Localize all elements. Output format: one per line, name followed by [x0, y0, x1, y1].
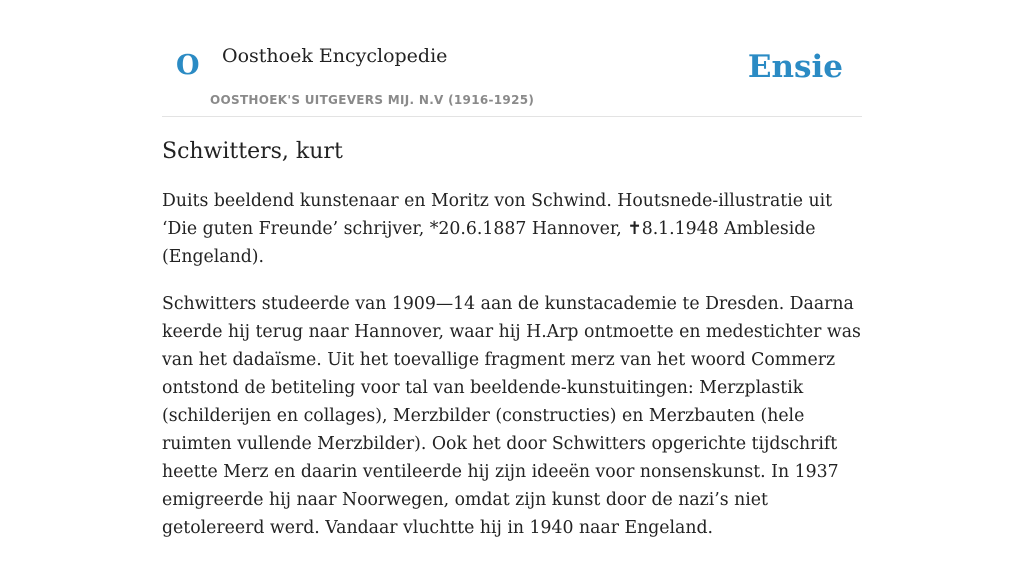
- site-header: [162, 0, 862, 117]
- ensie-logo[interactable]: Ensie: [747, 49, 843, 85]
- article-paragraph: Duits beeldend kunstenaar en Moritz von Schwind. Houtsnede-illustratie uit ‘Die guten Freunde’ schrijver, *20.6.1887 Hannover, ✝8.1.1948 Ambleside (Engeland).: [162, 190, 833, 267]
- publication-subtitle: OOSTHOEK'S UITGEVERS MIJ. N.V (1916-1925): [210, 93, 535, 107]
- article-title: Schwitters, kurt: [162, 139, 343, 164]
- publication-logo[interactable]: O: [176, 50, 200, 81]
- article: [162, 138, 862, 561]
- article-paragraph: Schwitters studeerde van 1909—14 aan de kunstacademie te Dresden. Daarna keerde hij terug naar Hannover, waar hij H.Arp ontmoette en medestichter was van het dadaïsme. Uit het toevallige fragment merz van het woord Commerz ontstond de betiteling voor tal van beeldende-kunstuitingen: Merzplastik (schilderijen en collages), Merzbilder (constructies) en Merzbauten (hele ruimten vullende Merzbilder). Ook het door Schwitters opgerichte tijdschrift heette Merz en daarin ventileerde hij zijn ideeën voor nonsenskunst. In 1937 emigreerde hij naar Noorwegen, omdat zijn kunst door de nazi’s niet getolereerd werd. Vandaar vluchtte hij in 1940 naar Engeland.: [162, 293, 861, 538]
- publication-title[interactable]: Oosthoek Encyclopedie: [222, 45, 448, 67]
